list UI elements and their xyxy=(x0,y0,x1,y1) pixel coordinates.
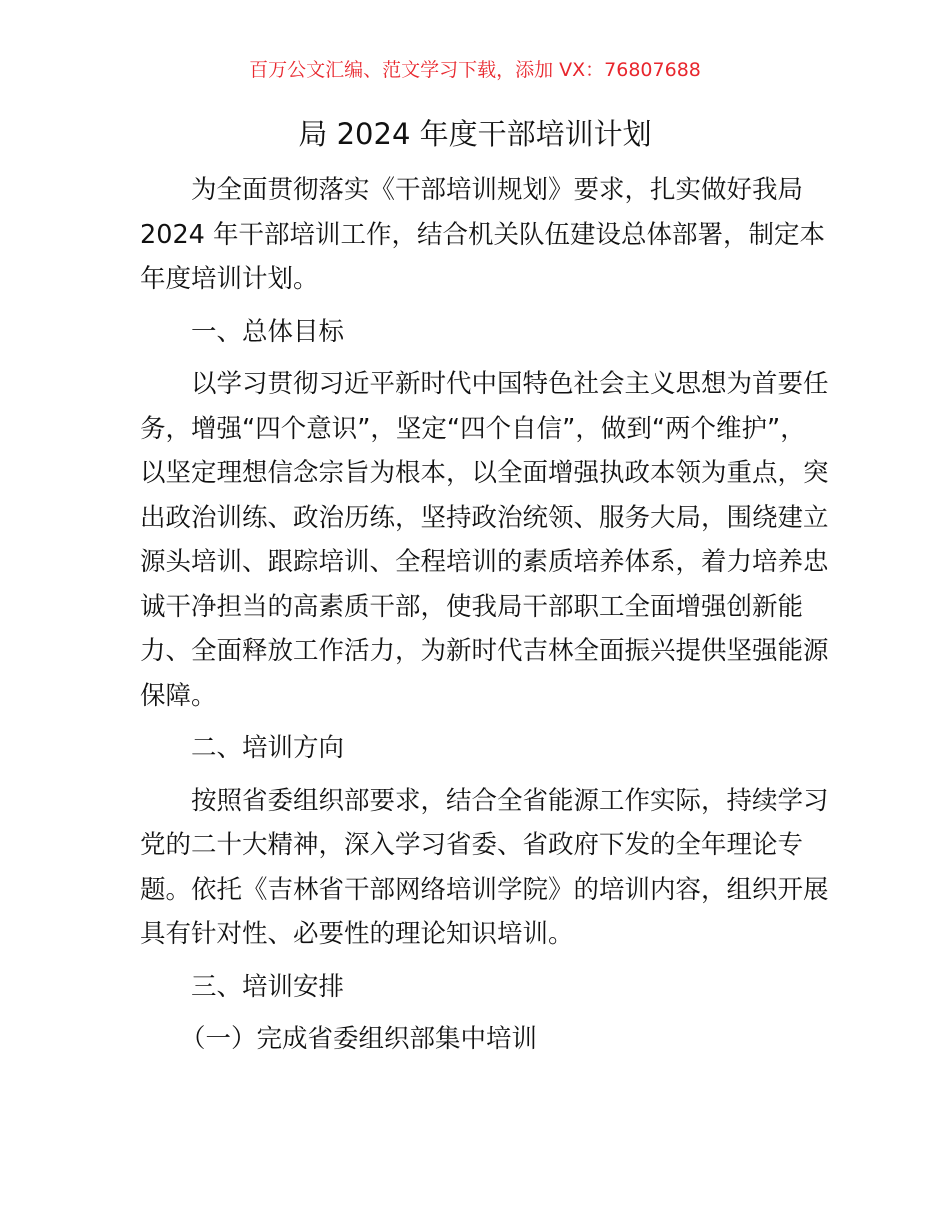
document-title: 局 2024 年度干部培训计划 xyxy=(298,117,652,151)
section-heading-goals xyxy=(140,310,820,355)
paragraph-line: 务，增强“四个意识”，坚定“四个自信”，做到“两个维护”， xyxy=(140,413,806,444)
watermark-banner: 百万公文汇编、范文学习下载，添加 VX：76807688 xyxy=(249,59,701,81)
paragraph-line: 出政治训练、政治历练，坚持政治统领、服务大局，围绕建立 xyxy=(140,502,829,533)
heading-line: 三、培训安排 xyxy=(191,971,345,1002)
heading-line: （一）完成省委组织部集中培训 xyxy=(180,1024,538,1054)
section-heading-direction xyxy=(140,726,820,771)
paragraph-line: 以学习贯彻习近平新时代中国特色社会主义思想为首要任 xyxy=(191,369,829,399)
intro-paragraph xyxy=(140,168,826,302)
document-body xyxy=(140,168,829,1070)
direction-paragraph xyxy=(140,779,829,957)
paragraph-line: 题。依托《吉林省干部网络培训学院》的培训内容，组织开展 xyxy=(140,874,829,905)
paragraph-line: 党的二十大精神，深入学习省委、省政府下发的全年理论专 xyxy=(140,830,804,860)
heading-line: 二、培训方向 xyxy=(191,733,345,763)
paragraph-line: 以坚定理想信念宗旨为根本，以全面增强执政本领为重点，突 xyxy=(140,458,829,488)
paragraph-line: 保障。 xyxy=(140,680,217,711)
goals-paragraph xyxy=(140,362,829,718)
paragraph-line: 2024 年干部培训工作，结合机关队伍建设总体部署，制定本 xyxy=(140,219,826,250)
paragraph-line: 为全面贯彻落实《干部培训规划》要求，扎实做好我局 xyxy=(191,175,804,205)
paragraph-line: 按照省委组织部要求，结合全省能源工作实际，持续学习 xyxy=(191,785,829,816)
heading-line: 一、总体目标 xyxy=(191,316,345,347)
paragraph-line: 年度培训计划。 xyxy=(140,264,319,294)
paragraph-line: 源头培训、跟踪培训、全程培训的素质培养体系，着力培养忠 xyxy=(140,547,829,577)
section-heading-arrangement xyxy=(140,965,820,1010)
paragraph-line: 力、全面释放工作活力，为新时代吉林全面振兴提供坚强能源 xyxy=(140,636,829,666)
subsection-heading xyxy=(140,1017,820,1062)
paragraph-line: 具有针对性、必要性的理论知识培训。 xyxy=(140,919,574,949)
paragraph-line: 诚干净担当的高素质干部，使我局干部职工全面增强创新能 xyxy=(140,591,804,622)
